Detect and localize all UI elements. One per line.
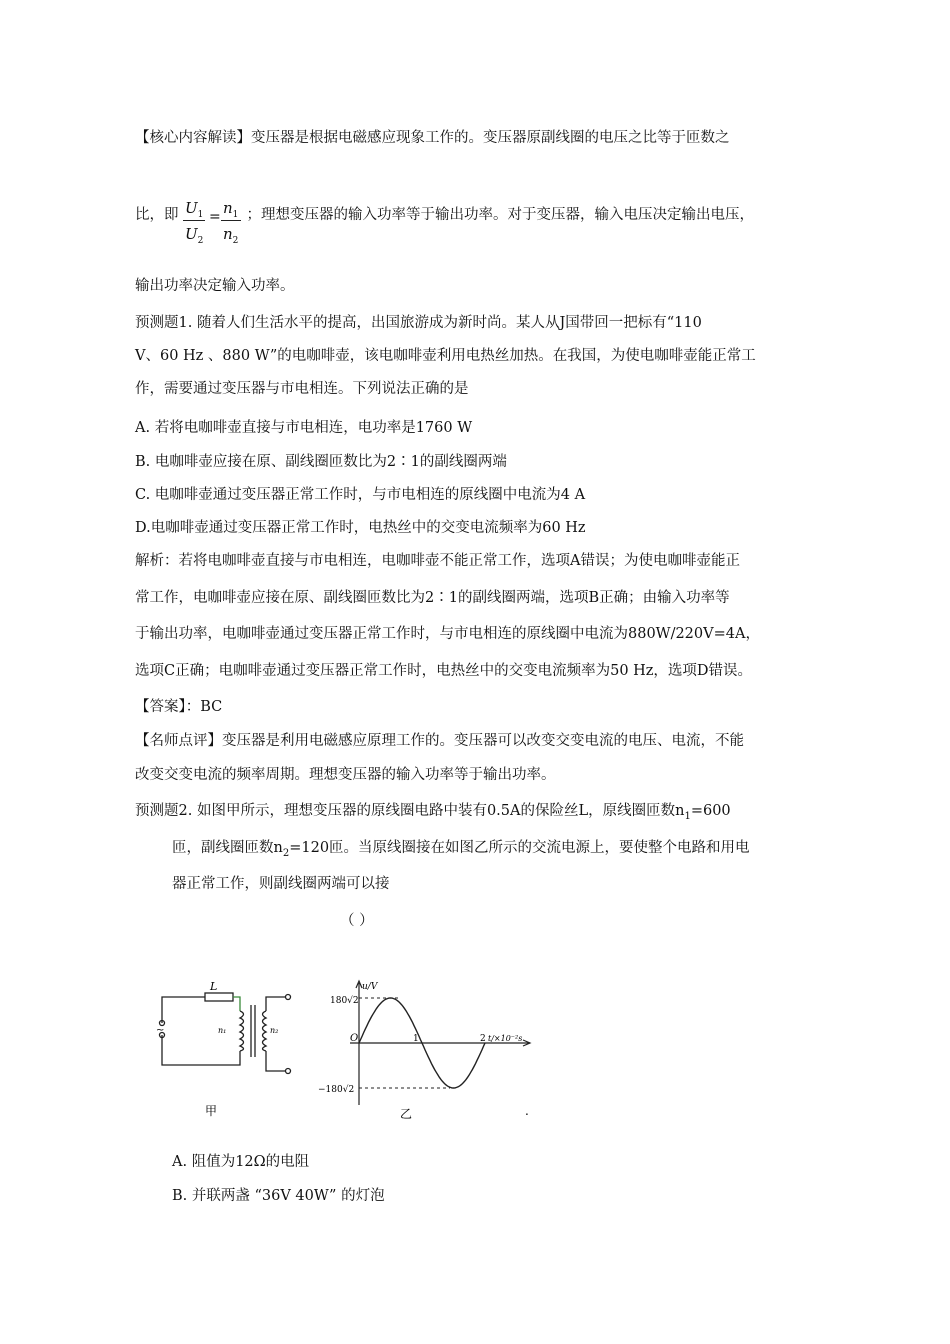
primary-wire-top-right: [233, 997, 240, 1011]
analysis-line3: 于输出功率，电咖啡壶通过变压器正常工作时，与市电相连的原线圈中电流为880W/220V=4A，: [135, 626, 760, 642]
output-terminal-top: [286, 995, 291, 1000]
x-tick-1: 1: [413, 1034, 419, 1044]
answer-parentheses: （ ）: [340, 913, 374, 929]
analysis-line4: 选项C正确；电咖啡壶通过变压器正常工作时，电热丝中的交变电流频率为50 Hz，选项D错误。: [135, 663, 753, 679]
formula-bar-right: [221, 220, 241, 221]
ac-source-symbol: ~: [156, 1025, 165, 1036]
question2-line2: 匝，副线圈匝数$n_2=120$匝。当原线圈接在如图乙所示的交流电源上，要使整个电路和用电: [172, 840, 750, 859]
secondary-coil: [263, 1011, 267, 1051]
text-suffix: ；理想变压器的输入功率等于输出功率。对于变压器，输入电压决定输出电压，: [246, 207, 754, 223]
question1-line2: V、60 Hz 、880 W”的电咖啡壶，该电咖啡壶利用电热丝加热。在我国，为使电咖啡壶能正常工: [135, 348, 756, 364]
answer-line: 【答案】：BC: [135, 699, 223, 715]
x-tick-2: 2: [480, 1034, 486, 1044]
review-line1: 【名师点评】变压器是利用电磁感应原理工作的。变压器可以改变交变电流的电压、电流，不能: [135, 733, 744, 749]
paragraph-core-reading-line3: 输出功率决定输入功率。: [135, 278, 295, 294]
y-max-label: 180√2: [330, 996, 359, 1006]
secondary-wire-bottom: [266, 1051, 286, 1071]
text-prefix: 比，即: [135, 207, 179, 223]
formula-bar-left: [183, 220, 205, 221]
formula-n1: $n_1$: [223, 199, 239, 220]
question2-option-a: A. 阻值为12Ω的电阻: [172, 1154, 310, 1170]
question2-line1: 预测题2. 如图甲所示，理想变压器的原线圈电路中装有0.5A的保险丝L，原线圈匝数$n_1=600$: [135, 803, 731, 822]
output-terminal-bottom: [286, 1069, 291, 1074]
figure-dot: .: [525, 1104, 529, 1118]
analysis-line2: 常工作，电咖啡壶应接在原、副线圈匝数比为2∶1的副线圈两端，选项B正确；由输入功率等: [135, 590, 730, 606]
fuse-label: L: [210, 980, 218, 993]
question1-option-a: A. 若将电咖啡壶直接与市电相连，电功率是1760 W: [135, 420, 473, 436]
question1-line1: 预测题1. 随着人们生活水平的提高，出国旅游成为新时尚。某人从J国带回一把标有“110: [135, 315, 702, 331]
review-line2: 改变交变电流的频率周期。理想变压器的输入功率等于输出功率。: [135, 767, 556, 783]
primary-coil: [240, 1011, 244, 1051]
question1-line3: 作，需要通过变压器与市电相连。下列说法正确的是: [135, 381, 469, 397]
question2-option-b: B. 并联两盏 “36V 40W” 的灯泡: [172, 1188, 385, 1204]
caption-left: 甲: [205, 1104, 218, 1118]
waveform-plot: [350, 981, 530, 1105]
y-axis-label: u/V: [362, 982, 378, 992]
fuse-symbol: [205, 993, 233, 1001]
figure-svg: [150, 975, 540, 1125]
primary-wire-bottom: [162, 1035, 240, 1065]
origin-label: O: [350, 1033, 359, 1044]
n1-label: n₁: [218, 1026, 227, 1035]
n2-label: n₂: [270, 1026, 279, 1035]
formula-u1: $U_1$: [185, 199, 204, 220]
formula-equals: =: [209, 209, 221, 225]
secondary-wire-top: [266, 997, 286, 1011]
question1-option-b: B. 电咖啡壶应接在原、副线圈匝数比为2∶1的副线圈两端: [135, 454, 507, 470]
caption-right: 乙: [400, 1107, 413, 1121]
y-min-label: −180√2: [318, 1085, 355, 1095]
question2-figure: [150, 975, 540, 1125]
question2-line3: 器正常工作，则副线圈两端可以接: [172, 876, 390, 892]
question1-option-c: C. 电咖啡壶通过变压器正常工作时，与市电相连的原线圈中电流为4 A: [135, 487, 586, 503]
voltage-ratio-formula: [183, 197, 243, 249]
formula-u2: $U_2$: [185, 225, 204, 246]
question1-option-d: D.电咖啡壶通过变压器正常工作时，电热丝中的交变电流频率为60 Hz: [135, 520, 586, 536]
analysis-line1: 解析：若将电咖啡壶直接与市电相连，电咖啡壶不能正常工作，选项A错误；为使电咖啡壶能正: [135, 553, 740, 569]
primary-wire-top-left: [162, 997, 205, 1023]
x-axis-label: t/×10⁻²s: [488, 1034, 523, 1043]
formula-n2: $n_2$: [223, 225, 239, 246]
paragraph-core-reading-line1: 【核心内容解读】变压器是根据电磁感应现象工作的。变压器原副线圈的电压之比等于匝数之: [135, 130, 730, 146]
